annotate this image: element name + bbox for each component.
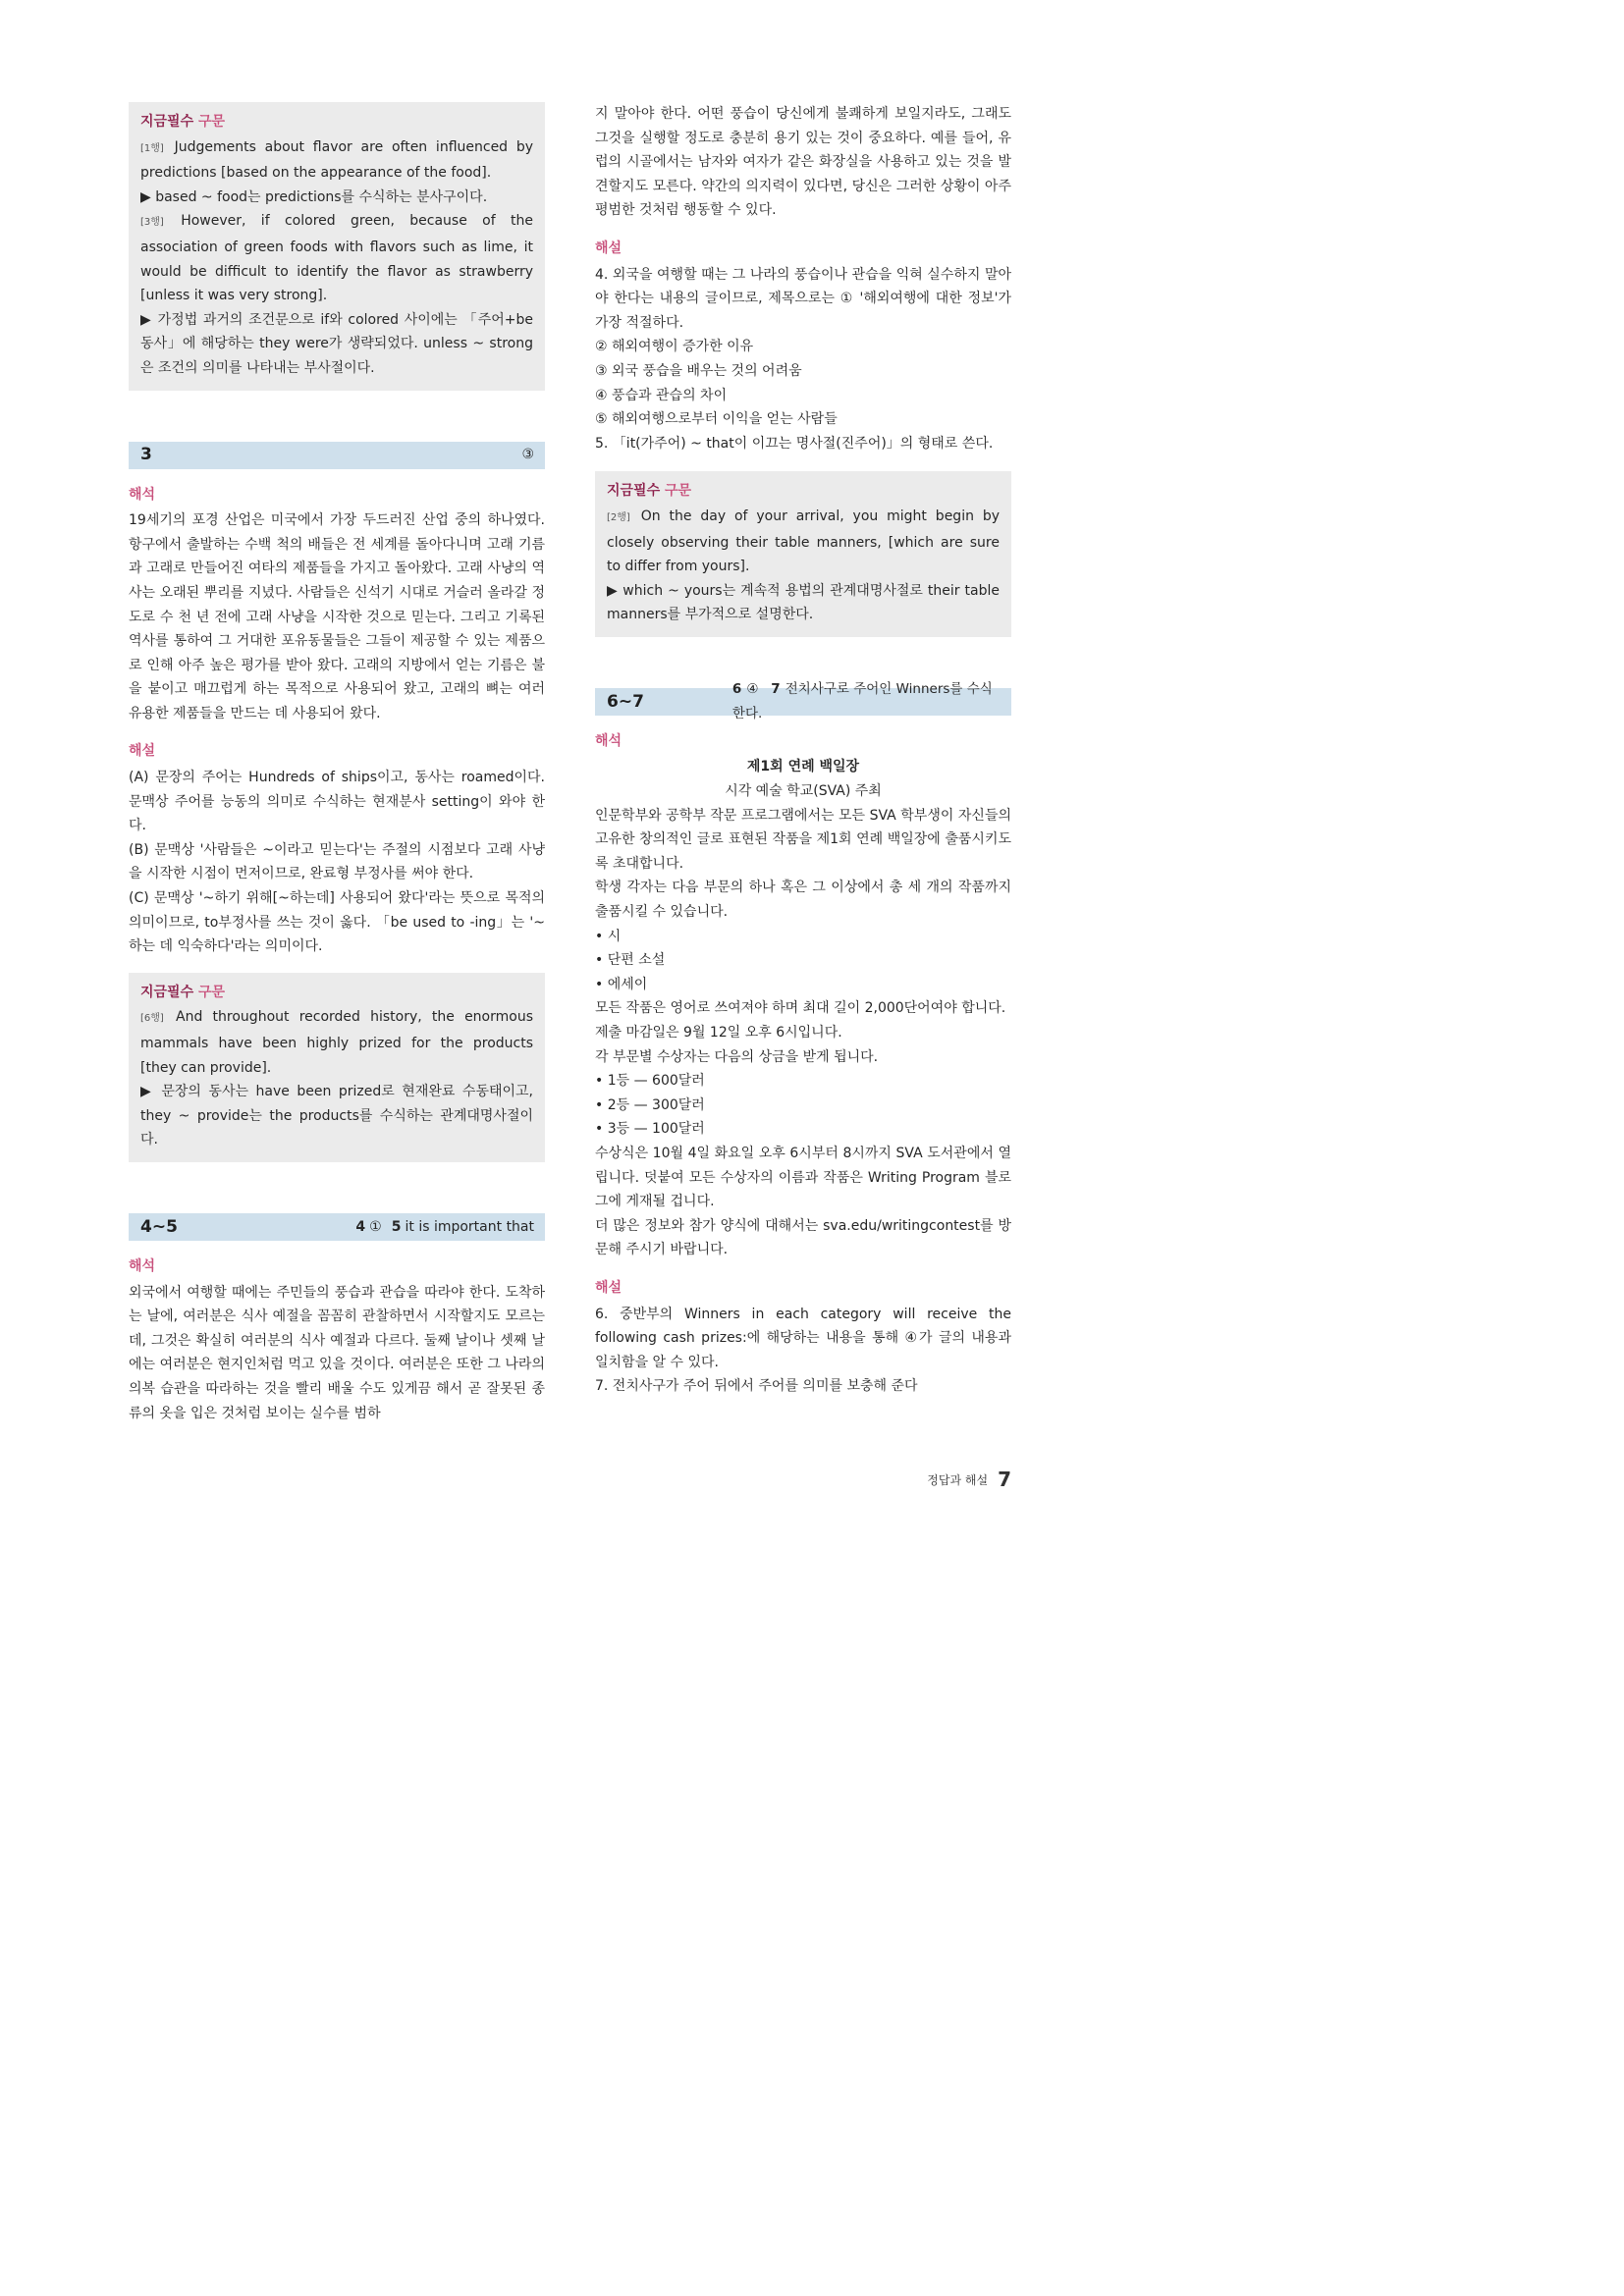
category-item: • 시 xyxy=(595,928,622,944)
line-ref: [2행] xyxy=(607,511,630,523)
notice-line: 인문학부와 공학부 작문 프로그램에서는 모든 SVA 학부생이 자신들의 고유한 창의적인 글로 표현된 작품을 제1회 연례 백일장에 출품시키도록 초대합니다. xyxy=(595,807,1011,872)
box-title: 지금필수 구문 xyxy=(607,483,692,500)
notice-line: 더 많은 정보와 참가 양식에 대해서는 sva.edu/writingcontest를 방문해 주시기 바랍니다. xyxy=(595,1217,1011,1258)
explanation-5: 5. 「it(가주어) ~ that이 이끄는 명사절(진주어)」의 형태로 쓴다. xyxy=(595,435,994,452)
notice-line: 수상식은 10월 4일 화요일 오후 6시부터 8시까지 SVA 도서관에서 열립니다. 덧붙여 모든 수상자의 이름과 작품은 Writing Program 블로그에 게재될 겁니다. xyxy=(595,1145,1011,1210)
explanation-heading: 해설 xyxy=(129,743,156,760)
key-structure-box-3 xyxy=(595,471,1011,637)
translation-text: 외국에서 여행할 때에는 주민들의 풍습과 관습을 따라야 한다. 도착하는 날에, 여러분은 식사 예절을 꼼꼼히 관찰하면서 시작할지도 모르는데, 그것은 확실히 여러분의 식사 예절과 다르다. 둘째 날이나 셋째 날에는 여러분은 현지인처럼 먹고 있을 것이다. 여러분은 또한 그 나라의 의복 습관을 따라하는 것을 빨리 배울 수도 있게끔 해서 곧 잘못된 종류의 옷을 입은 것처럼 보이는 실수를 범하 xyxy=(129,1284,545,1421)
box-title: 지금필수 구문 xyxy=(140,114,226,130)
section-header-6-7 xyxy=(595,681,1011,721)
explanation-heading: 해설 xyxy=(595,240,623,256)
translation-continued: 지 말아야 한다. 어떤 풍습이 당신에게 불쾌하게 보일지라도, 그래도 그것을 실행할 정도로 충분히 용기 있는 것이 중요하다. 예를 들어, 유럽의 시골에서는 남자와 여자가 같은 화장실을 사용하고 있는 것을 발견할지도 모른다. 약간의 의지력이 있다면, 당신은 그러한 상황이 아주 평범한 것처럼 행동할 수 있다. xyxy=(595,106,1011,219)
key-structure-box-2 xyxy=(129,973,545,1162)
grammar-note: ▶ 문장의 동사는 have been prized로 현재완료 수동태이고, they ~ provide는 the products를 수식하는 관계대명사절이다. xyxy=(140,1084,533,1148)
prize-item: • 1등 — 600달러 xyxy=(595,1073,705,1090)
spacer xyxy=(129,391,545,442)
section-header-3 xyxy=(129,442,545,469)
key-structure-box-1 xyxy=(129,102,545,391)
left-column xyxy=(129,102,545,1425)
spacer xyxy=(129,1162,545,1213)
translation-heading: 해석 xyxy=(129,1257,156,1274)
prize-item: • 3등 — 100달러 xyxy=(595,1121,705,1138)
option-3: ③ 외국 풍습을 배우는 것의 어려움 xyxy=(595,362,802,379)
notice-title: 제1회 연례 백일장 xyxy=(746,759,860,775)
explanation-c: (C) 문맥상 '~하기 위해[~하는데] 사용되어 왔다'라는 뜻으로 목적의 의미이므로, to부정사를 쓰는 것이 옳다. 「be used to -ing」는 '~하는 데 익숙하다'라는 의미이다. xyxy=(129,890,545,955)
section-number: 4~5 xyxy=(140,1216,178,1237)
category-item: • 에세이 xyxy=(595,976,648,992)
grammar-note: ▶ 가정법 과거의 조건문으로 if와 colored 사이에는 「주어+be동사」에 해당하는 they were가 생략되었다. unless ~ strong은 조건의 의미를 나타내는 부사절이다. xyxy=(140,311,533,376)
line-ref: [3행] xyxy=(140,217,164,229)
box-title: 지금필수 구문 xyxy=(140,984,226,1000)
explanation-b: (B) 문맥상 '사람들은 ~이라고 믿는다'는 주절의 시점보다 고래 사냥을 시작한 시점이 먼저이므로, 완료형 부정사를 써야 한다. xyxy=(129,841,545,882)
notice-subtitle: 시각 예술 학교(SVA) 주최 xyxy=(725,783,882,800)
grammar-note: ▶ which ~ yours는 계속적 용법의 관계대명사절로 their table manners를 부가적으로 설명한다. xyxy=(607,582,1000,623)
explanation-7: 7. 전치사구가 주어 뒤에서 주어를 의미를 보충해 준다 xyxy=(595,1378,918,1395)
example-sentence: [1행] Judgements about flavor are often influenced by predictions [based on the appearance of the food]. xyxy=(140,138,533,182)
example-sentence: [2행] On the day of your arrival, you might begin by closely observing their table manners, [which are sure to differ from yours]. xyxy=(607,507,1001,575)
option-5: ⑤ 해외여행으로부터 이익을 얻는 사람들 xyxy=(595,411,838,428)
line-ref: [6행] xyxy=(140,1013,164,1025)
option-2: ② 해외여행이 증가한 이유 xyxy=(595,339,754,355)
explanation-heading: 해설 xyxy=(595,1279,623,1296)
explanation-6: 6. 중반부의 Winners in each category will receive the following cash prizes:에 해당하는 내용을 통해 ④가 글의 내용과 일치함을 알 수 있다. xyxy=(595,1306,1011,1370)
explanation-a: (A) 문장의 주어는 Hundreds of ships이고, 동사는 roamed이다. 문맥상 주어를 능동의 의미로 수식하는 현재분사 setting이 와야 한다. xyxy=(129,770,545,834)
answers: 6 ④ 7 전치사구로 주어인 Winners를 수식한다. xyxy=(731,681,993,721)
explanation-4: 4. 외국을 여행할 때는 그 나라의 풍습이나 관습을 익혀 실수하지 말아야 한다는 내용의 글이므로, 제목으로는 ① '해외여행에 대한 정보'가 가장 적절하다. xyxy=(595,266,1011,331)
example-sentence: [3행] However, if colored green, because of the association of green foods with flavors such as lime, it would be difficult to identify the flavor as strawberry [unless it was very strong]. xyxy=(140,213,533,304)
page-footer xyxy=(927,1468,1011,1491)
right-column xyxy=(595,102,1011,1399)
category-item: • 단편 소설 xyxy=(595,952,666,969)
prize-item: • 2등 — 300달러 xyxy=(595,1096,705,1113)
section-number: 3 xyxy=(140,445,152,465)
grammar-note: ▶ based ~ food는 predictions를 수식하는 분사구이다. xyxy=(140,188,488,205)
option-4: ④ 풍습과 관습의 차이 xyxy=(595,387,728,403)
example-sentence: [6행] And throughout recorded history, the enormous mammals have been highly prized for the products [they can provide]. xyxy=(140,1009,533,1076)
line-ref: [1행] xyxy=(140,142,164,154)
section-number: 6~7 xyxy=(607,691,644,712)
translation-text: 19세기의 포경 산업은 미국에서 가장 두드러진 산업 중의 하나였다. 항구에서 출발하는 수백 척의 배들은 전 세계를 돌아다니며 고래 기름과 고래로 만들어진 여타의 제품들을 가지고 돌아왔다. 고래 사냥의 역사는 오래된 뿌리를 지녔다. 사람들은 신석기 시대로 거슬러 올라갈 정도로 수 천 년 전에 고래 사냥을 시작한 것으로 믿는다. 그리고 기록된 역사를 통하여 그 거대한 포유동물들은 그들이 제공할 수 있는 제품으로 인해 아주 높은 평가를 받아 왔다. 고래의 지방에서 얻는 기름은 불을 붙이고 매끄럽게 하는 목적으로 사용되어 왔고, 고래의 뼈는 여러 유용한 제품들을 만드는 데 사용되어 왔다. xyxy=(129,512,545,721)
answer: ③ xyxy=(521,447,534,463)
section-header-4-5 xyxy=(129,1213,545,1241)
translation-heading: 해석 xyxy=(129,486,156,503)
translation-heading: 해석 xyxy=(595,732,623,749)
notice-line: 각 부문별 수상자는 다음의 상금을 받게 됩니다. xyxy=(595,1048,879,1065)
answers: 4 ① 5 it is important that xyxy=(355,1218,534,1235)
notice-line: 모든 작품은 영어로 쓰여져야 하며 최대 길이 2,000단어여야 합니다. xyxy=(595,1000,1006,1017)
footer-label: 정답과 해설 xyxy=(927,1473,989,1487)
notice-line: 학생 각자는 다음 부문의 하나 혹은 그 이상에서 총 세 개의 작품까지 출품시킬 수 있습니다. xyxy=(595,880,1011,921)
page-number: 7 xyxy=(998,1468,1011,1491)
notice-line: 제출 마감일은 9월 12일 오후 6시입니다. xyxy=(595,1025,842,1041)
